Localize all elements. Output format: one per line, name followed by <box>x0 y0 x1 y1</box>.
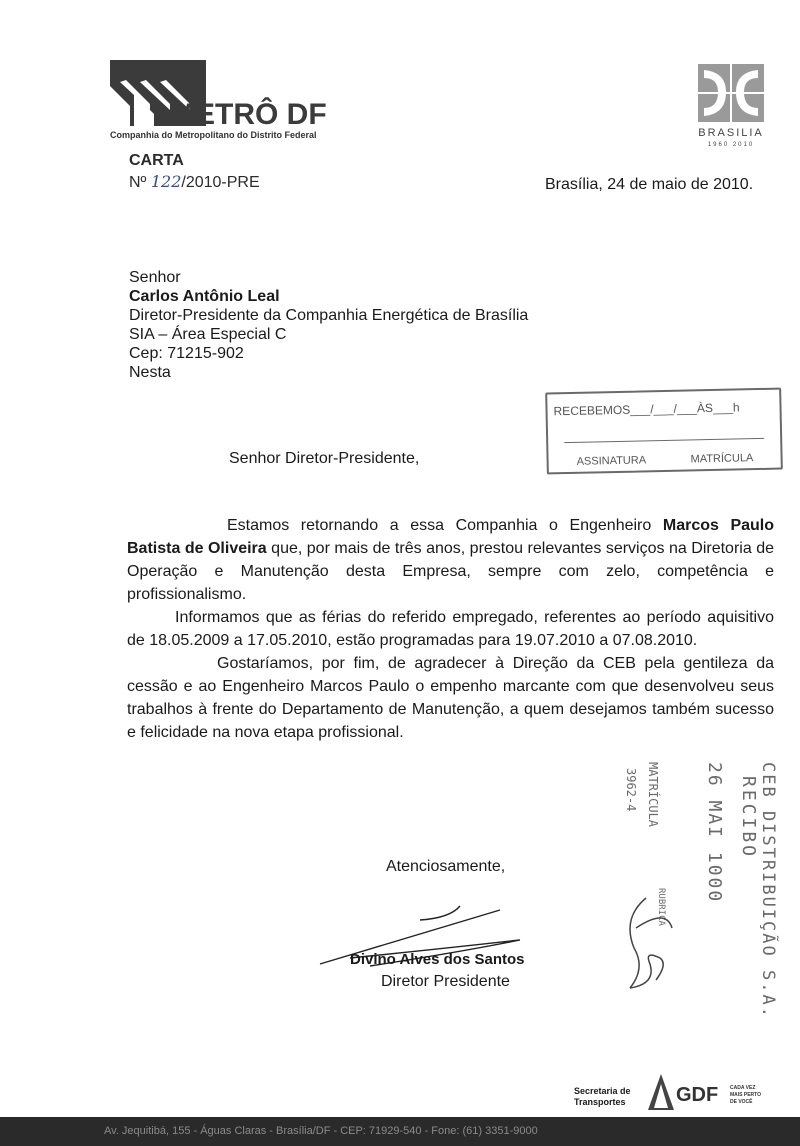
number-suffix: /2010-PRE <box>181 174 260 191</box>
greeting: Senhor Diretor-Presidente, <box>229 450 420 467</box>
brasilia-emblem-icon <box>696 62 768 152</box>
paragraph-2: Informamos que as férias do referido empregado, referentes ao período aquisitivo de 18.05.2009 a 17.05.2010, estão programadas para 19.07.2010 a 07.08.2010. <box>127 609 774 649</box>
gdf-tagline-2: MAIS PERTO <box>730 1092 762 1098</box>
signer-name: Divino Alves dos Santos <box>350 951 525 968</box>
recipient-address: SIA – Área Especial C <box>129 326 287 343</box>
closing: Atenciosamente, <box>386 858 506 875</box>
svg-text:1960 2010: 1960 2010 <box>707 142 755 148</box>
recipient-city: Nesta <box>129 364 171 381</box>
letter-body <box>127 514 774 744</box>
p1-text-start: Estamos retornando a essa Companhia o Engenheiro <box>227 517 663 534</box>
footer-logos <box>570 1072 780 1112</box>
recipient-block <box>129 268 528 382</box>
footer-address: Av. Jequitibá, 155 - Águas Claras - Brasília/DF - CEP: 71929-540 - Fone: (61) 3351-9000 <box>104 1125 538 1137</box>
receipt-date: 26 MAI 1000 <box>704 762 725 904</box>
paragraph-1 <box>127 514 774 606</box>
handwritten-number: 122 <box>150 172 182 191</box>
gdf-tagline-3: DE VOCÊ <box>730 1099 753 1105</box>
recipient-name: Carlos Antônio Leal <box>129 288 280 305</box>
letter-type: CARTA <box>129 152 184 169</box>
stamp-signature-line <box>564 438 764 443</box>
logo-tagline: Companhia do Metropolitano do Distrito Federal <box>110 130 317 140</box>
brasilia-50-anos-logo <box>696 62 768 152</box>
employee-name: Marcos Paulo Batista de Oliveira <box>127 517 775 557</box>
secretaria-line1: Secretaria de <box>574 1086 631 1096</box>
svg-text:METRÔ DF: METRÔ DF <box>170 98 327 131</box>
footer-address-bar <box>0 1117 800 1146</box>
recibo-label: RECIBO <box>738 776 759 860</box>
letter-number <box>129 172 260 192</box>
number-prefix: Nº <box>129 174 151 191</box>
ceb-receipt-stamps <box>616 762 786 1019</box>
gdf-tagline-1: CADA VEZ <box>730 1085 756 1091</box>
metro-df-logo <box>110 60 350 140</box>
matricula-label: MATRÍCULA <box>646 762 660 828</box>
ceb-company: CEB DISTRIBUIÇÃO S.A. <box>758 762 778 1019</box>
svg-text:BRASILIA: BRASILIA <box>698 127 764 139</box>
stamp-registration-label: MATRÍCULA <box>690 452 754 466</box>
rubrica-label: RUBRICA <box>656 888 666 926</box>
place-date: Brasília, 24 de maio de 2010. <box>545 176 754 193</box>
received-stamp <box>545 388 783 475</box>
received-line: RECEBEMOS___/___/___ÀS___h <box>553 400 740 419</box>
matricula-number: 3962-4 <box>624 768 638 812</box>
metro-logo-icon <box>110 60 350 140</box>
recipient-title: Diretor-Presidente da Companhia Energética de Brasília <box>129 307 529 324</box>
stamp-signature-label: ASSINATURA <box>576 454 647 468</box>
paragraph-3: Gostaríamos, por fim, de agradecer à Direção da CEB pela gentileza da cessão e ao Engenheiro Marcos Paulo o empenho marcante com que desenvolveu seus trabalhos à frente do Departamento de Manutenção, a quem desejamos também sucesso e felicidade na nova etapa profissional. <box>127 655 774 741</box>
rubrica-signature-icon <box>616 888 686 1012</box>
gdf-logo-text: GDF <box>676 1084 719 1106</box>
recipient-cep: Cep: 71215-902 <box>129 345 244 362</box>
signer-role: Diretor Presidente <box>381 973 510 990</box>
p1-text-end: que, por mais de três anos, prestou relevantes serviços na Diretoria de Operação e Manutenção desta Empresa, sempre com zelo, competência e profissionalismo. <box>127 540 774 603</box>
gdf-emblem-icon <box>648 1074 674 1110</box>
recipient-salutation: Senhor <box>129 269 181 286</box>
secretaria-line2: Transportes <box>574 1097 626 1107</box>
